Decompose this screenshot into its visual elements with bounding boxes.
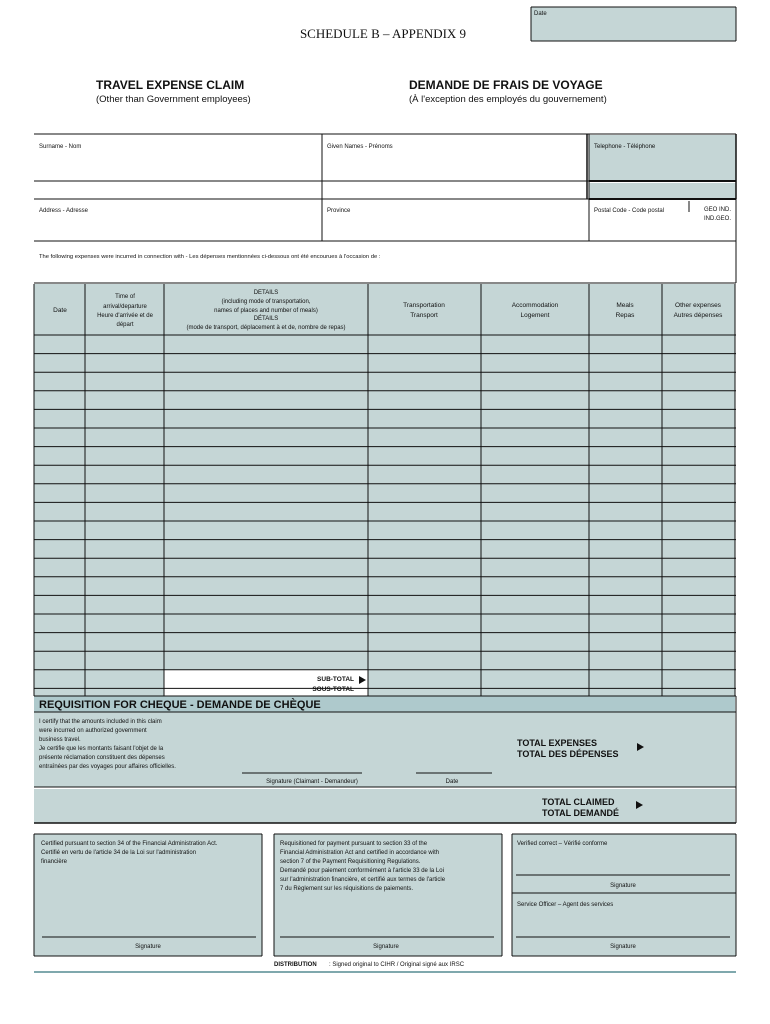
expense-accommodation-cell[interactable]: [481, 614, 589, 633]
expense-transportation-cell[interactable]: [368, 391, 481, 410]
certify-text-5: présente réclamation constituent des dépenses: [39, 755, 165, 761]
telephone-field[interactable]: [589, 135, 736, 181]
expense-meals-cell[interactable]: [589, 540, 662, 559]
telephone-label: Telephone - Téléphone: [594, 144, 656, 150]
expense-transportation-cell[interactable]: [368, 409, 481, 428]
expense-details-cell[interactable]: [164, 428, 368, 447]
expense-accommodation-cell[interactable]: [481, 595, 589, 614]
box3-signature-label-1: Signature: [610, 883, 636, 889]
expense-transportation-cell[interactable]: [368, 651, 481, 670]
certify-text-1: I certify that the amounts included in this claim: [39, 719, 162, 725]
title-fr: DEMANDE DE FRAIS DE VOYAGE: [409, 78, 603, 92]
claimant-signature-label: Signature (Claimant - Demandeur): [266, 779, 358, 785]
expense-time-cell[interactable]: [85, 484, 164, 503]
expense-transportation-cell[interactable]: [368, 540, 481, 559]
expense-time-cell[interactable]: [85, 577, 164, 596]
expense-row: [34, 428, 735, 447]
expense-accommodation-cell[interactable]: [481, 633, 589, 652]
expense-details-cell[interactable]: [164, 595, 368, 614]
expense-time-cell[interactable]: [85, 633, 164, 652]
col-other-header-fr: Autres dépenses: [673, 312, 723, 319]
claimant-date-label: Date: [445, 779, 459, 785]
expense-date-cell[interactable]: [34, 651, 85, 670]
expense-date-cell[interactable]: [34, 335, 85, 354]
total-claimed-label-en: TOTAL CLAIMED: [542, 797, 615, 807]
expense-details-cell[interactable]: [164, 577, 368, 596]
expense-transportation-cell[interactable]: [368, 595, 481, 614]
col-transportation-header-en: Transportation: [403, 302, 445, 309]
expense-details-cell[interactable]: [164, 558, 368, 577]
requisition-header: REQUISITION FOR CHEQUE - DEMANDE DE CHÈQUE: [39, 699, 321, 711]
expense-time-cell[interactable]: [85, 540, 164, 559]
expense-date-cell[interactable]: [34, 521, 85, 540]
expense-details-cell[interactable]: [164, 614, 368, 633]
total-expenses-label-fr: TOTAL DES DÉPENSES: [517, 749, 619, 759]
expense-meals-cell[interactable]: [589, 558, 662, 577]
expense-meals-cell[interactable]: [589, 614, 662, 633]
col-details-header-4: DÉTAILS: [253, 316, 279, 322]
total-expenses-label-en: TOTAL EXPENSES: [517, 738, 598, 748]
expense-time-cell[interactable]: [85, 409, 164, 428]
expense-meals-cell[interactable]: [589, 354, 662, 373]
expense-other-cell[interactable]: [662, 595, 735, 614]
expense-accommodation-cell[interactable]: [481, 651, 589, 670]
col-details-header-2: (including mode of transportation,: [221, 299, 311, 305]
col-other-header-en: Other expenses: [675, 302, 721, 309]
expense-meals-cell[interactable]: [589, 633, 662, 652]
col-time-header-2: arrival/departure: [103, 304, 147, 310]
expense-row: [34, 614, 735, 633]
expense-row: [34, 372, 735, 391]
expense-details-cell[interactable]: [164, 521, 368, 540]
box2-signature-label: Signature: [373, 944, 399, 950]
expense-time-cell[interactable]: [85, 595, 164, 614]
certify-text-3: business travel.: [39, 737, 81, 743]
title-en: TRAVEL EXPENSE CLAIM: [96, 78, 245, 92]
expense-time-cell[interactable]: [85, 354, 164, 373]
expense-time-cell[interactable]: [85, 428, 164, 447]
expense-accommodation-cell[interactable]: [481, 447, 589, 466]
box2-text-3: section 7 of the Payment Requisitioning Regulations.: [280, 859, 421, 865]
expense-other-cell[interactable]: [662, 428, 735, 447]
col-details-header-1: DETAILS: [253, 290, 279, 296]
expense-date-cell[interactable]: [34, 447, 85, 466]
expense-row: [34, 447, 735, 466]
expense-meals-cell[interactable]: [589, 577, 662, 596]
expense-table-body: [34, 335, 735, 696]
col-transportation-header-fr: Transport: [410, 312, 438, 319]
expense-accommodation-cell[interactable]: [481, 372, 589, 391]
expense-other-cell[interactable]: [662, 502, 735, 521]
expense-meals-cell[interactable]: [589, 447, 662, 466]
expense-transportation-cell[interactable]: [368, 465, 481, 484]
expense-transportation-cell[interactable]: [368, 447, 481, 466]
expense-row: [34, 521, 735, 540]
col-time-header-4: départ: [116, 322, 134, 328]
box2-text-4: Demandé pour paiement conformément à l'article 33 de la Loi: [280, 868, 444, 874]
expense-transportation-cell[interactable]: [368, 484, 481, 503]
col-details-header-5: (mode de transport, déplacement à et de, nombre de repas): [186, 325, 346, 331]
subtitle-fr: (À l'exception des employés du gouvernement): [409, 94, 607, 105]
expense-meals-cell[interactable]: [589, 465, 662, 484]
expense-row: [34, 633, 735, 652]
certify-text-6: entraînées par des voyages pour affaires officielles.: [39, 764, 176, 770]
expense-time-cell[interactable]: [85, 521, 164, 540]
col-time-header-3: Heure d'arrivée et de: [97, 313, 153, 319]
expense-time-cell[interactable]: [85, 372, 164, 391]
expense-accommodation-cell[interactable]: [481, 391, 589, 410]
expense-meals-cell[interactable]: [589, 335, 662, 354]
postal-code-label: Postal Code - Code postal: [594, 208, 665, 214]
province-label: Province: [327, 208, 351, 214]
box1-text-1: Certified pursuant to section 34 of the Financial Administration Act.: [41, 841, 218, 847]
expense-time-cell[interactable]: [85, 670, 164, 689]
expense-date-cell[interactable]: [34, 558, 85, 577]
expense-date-cell[interactable]: [34, 502, 85, 521]
total-claimed-label-fr: TOTAL DEMANDÉ: [542, 808, 620, 818]
expense-details-cell[interactable]: [164, 540, 368, 559]
expense-other-cell[interactable]: [662, 465, 735, 484]
expense-other-cell[interactable]: [662, 577, 735, 596]
expense-transportation-cell[interactable]: [368, 428, 481, 447]
subtotal-label-en: SUB-TOTAL: [317, 676, 354, 683]
expense-time-cell[interactable]: [85, 335, 164, 354]
given-names-label: Given Names - Prénoms: [327, 144, 393, 150]
expense-details-cell[interactable]: [164, 502, 368, 521]
subtotal-label-fr: SOUS-TOTAL: [312, 686, 354, 693]
expense-row: [34, 409, 735, 428]
expense-time-cell[interactable]: [85, 651, 164, 670]
box2-text-2: Financial Administration Act and certified in accordance with: [280, 850, 440, 856]
expense-meals-cell[interactable]: [589, 595, 662, 614]
subtotal-meals-cell[interactable]: [589, 670, 662, 696]
expense-time-cell[interactable]: [85, 558, 164, 577]
subtotal-transportation-cell[interactable]: [368, 670, 481, 696]
expense-row: [34, 540, 735, 559]
expense-row: [34, 465, 735, 484]
subtotal-accommodation-cell[interactable]: [481, 670, 589, 696]
verified-correct-label: Verified correct – Vérifié conforme: [517, 841, 608, 847]
expense-meals-cell[interactable]: [589, 372, 662, 391]
expense-row: [34, 484, 735, 503]
expense-meals-cell[interactable]: [589, 651, 662, 670]
expense-other-cell[interactable]: [662, 409, 735, 428]
expense-accommodation-cell[interactable]: [481, 465, 589, 484]
expense-row: [34, 335, 735, 354]
col-meals-header-en: Meals: [616, 302, 634, 309]
expense-transportation-cell[interactable]: [368, 372, 481, 391]
expense-date-cell[interactable]: [34, 391, 85, 410]
expense-meals-cell[interactable]: [589, 409, 662, 428]
box3-signature-label-2: Signature: [610, 944, 636, 950]
expense-other-cell[interactable]: [662, 651, 735, 670]
expense-time-cell[interactable]: [85, 465, 164, 484]
col-accommodation-header-fr: Logement: [520, 312, 550, 319]
expense-accommodation-cell[interactable]: [481, 409, 589, 428]
surname-label: Surname - Nom: [39, 144, 82, 150]
expense-accommodation-cell[interactable]: [481, 577, 589, 596]
expense-date-cell[interactable]: [34, 484, 85, 503]
box2-text-5: sur l'administration financière, et certifié aux termes de l'article: [280, 877, 446, 883]
expense-transportation-cell[interactable]: [368, 354, 481, 373]
expense-row: [34, 354, 735, 373]
expense-date-cell[interactable]: [34, 409, 85, 428]
col-date-header: Date: [53, 307, 67, 314]
geo-ind-label: GEO IND.: [703, 207, 731, 213]
expense-transportation-cell[interactable]: [368, 614, 481, 633]
expense-date-cell[interactable]: [34, 428, 85, 447]
expense-details-cell[interactable]: [164, 409, 368, 428]
total-claimed-fill: [34, 789, 735, 823]
expense-accommodation-cell[interactable]: [481, 558, 589, 577]
expense-other-cell[interactable]: [662, 521, 735, 540]
expense-other-cell[interactable]: [662, 540, 735, 559]
box2-text-6: 7 du Règlement sur les réquisitions de paiements.: [280, 886, 414, 892]
certification-box-3: [512, 834, 736, 956]
box1-text-2: Certifié en vertu de l'article 34 de la Loi sur l'administration: [41, 850, 197, 856]
expense-details-cell[interactable]: [164, 633, 368, 652]
expense-accommodation-cell[interactable]: [481, 484, 589, 503]
expense-details-cell[interactable]: [164, 651, 368, 670]
box1-text-3: financière: [41, 859, 68, 865]
expense-other-cell[interactable]: [662, 354, 735, 373]
col-accommodation-header-en: Accommodation: [511, 302, 559, 309]
expense-time-cell[interactable]: [85, 614, 164, 633]
expense-accommodation-cell[interactable]: [481, 521, 589, 540]
expense-date-cell[interactable]: [34, 595, 85, 614]
expense-other-cell[interactable]: [662, 335, 735, 354]
expense-meals-cell[interactable]: [589, 484, 662, 503]
service-officer-label: Service Officer – Agent des services: [517, 902, 614, 908]
expense-other-cell[interactable]: [662, 558, 735, 577]
expense-row: [34, 391, 735, 410]
expense-row: [34, 502, 735, 521]
col-time-header-1: Time of: [115, 294, 135, 300]
expense-other-cell[interactable]: [662, 633, 735, 652]
col-meals-header-fr: Repas: [615, 312, 635, 319]
expense-row: [34, 558, 735, 577]
expense-details-cell[interactable]: [164, 484, 368, 503]
date-field[interactable]: [531, 7, 736, 41]
ind-geo-label: IND.GEO.: [703, 216, 731, 222]
expense-accommodation-cell[interactable]: [481, 540, 589, 559]
expense-transportation-cell[interactable]: [368, 633, 481, 652]
expense-date-cell[interactable]: [34, 633, 85, 652]
expense-date-cell[interactable]: [34, 670, 85, 689]
expense-date-cell[interactable]: [34, 614, 85, 633]
expense-meals-cell[interactable]: [589, 391, 662, 410]
certify-text-4: Je certifie que les montants faisant l'objet de la: [39, 746, 164, 752]
expense-time-cell[interactable]: [85, 391, 164, 410]
expense-date-cell[interactable]: [34, 540, 85, 559]
expense-meals-cell[interactable]: [589, 502, 662, 521]
col-details-header-3: names of places and number of meals): [214, 308, 318, 314]
distribution-label: DISTRIBUTION: [274, 962, 317, 968]
expense-other-cell[interactable]: [662, 447, 735, 466]
expense-time-cell[interactable]: [85, 447, 164, 466]
expense-details-cell[interactable]: [164, 447, 368, 466]
expense-transportation-cell[interactable]: [368, 335, 481, 354]
expense-accommodation-cell[interactable]: [481, 335, 589, 354]
expense-meals-cell[interactable]: [589, 428, 662, 447]
expense-time-cell[interactable]: [85, 502, 164, 521]
expense-date-cell[interactable]: [34, 465, 85, 484]
address-label: Address - Adresse: [39, 208, 89, 214]
expense-date-cell[interactable]: [34, 354, 85, 373]
expense-date-cell[interactable]: [34, 372, 85, 391]
incurred-statement: The following expenses were incurred in connection with - Les dépenses mentionnées ci-dessous ont été encourues à l'occasion de :: [39, 254, 381, 260]
expense-transportation-cell[interactable]: [368, 558, 481, 577]
expense-details-cell[interactable]: [164, 372, 368, 391]
expense-other-cell[interactable]: [662, 372, 735, 391]
expense-accommodation-cell[interactable]: [481, 502, 589, 521]
subtotal-other-cell[interactable]: [662, 670, 735, 696]
expense-transportation-cell[interactable]: [368, 502, 481, 521]
expense-other-cell[interactable]: [662, 391, 735, 410]
certify-text-2: were incurred on authorized government: [39, 728, 147, 734]
expense-accommodation-cell[interactable]: [481, 354, 589, 373]
expense-other-cell[interactable]: [662, 614, 735, 633]
date-label: Date: [534, 11, 547, 17]
expense-details-cell[interactable]: [164, 465, 368, 484]
expense-other-cell[interactable]: [662, 484, 735, 503]
expense-row: [34, 595, 735, 614]
expense-details-cell[interactable]: [164, 354, 368, 373]
expense-details-cell[interactable]: [164, 391, 368, 410]
expense-details-cell[interactable]: [164, 335, 368, 354]
expense-row: [34, 651, 735, 670]
box1-signature-label: Signature: [135, 944, 161, 950]
subtitle-en: (Other than Government employees): [96, 94, 251, 105]
expense-date-cell[interactable]: [34, 577, 85, 596]
expense-row: [34, 577, 735, 596]
box2-text-1: Requisitioned for payment pursuant to section 33 of the: [280, 841, 428, 847]
expense-transportation-cell[interactable]: [368, 521, 481, 540]
expense-meals-cell[interactable]: [589, 521, 662, 540]
schedule-title: SCHEDULE B – APPENDIX 9: [299, 26, 467, 41]
distribution-text: : Signed original to CIHR / Original signé aux IRSC: [329, 962, 465, 968]
expense-transportation-cell[interactable]: [368, 577, 481, 596]
telephone-field-lower[interactable]: [589, 183, 736, 199]
expense-accommodation-cell[interactable]: [481, 428, 589, 447]
